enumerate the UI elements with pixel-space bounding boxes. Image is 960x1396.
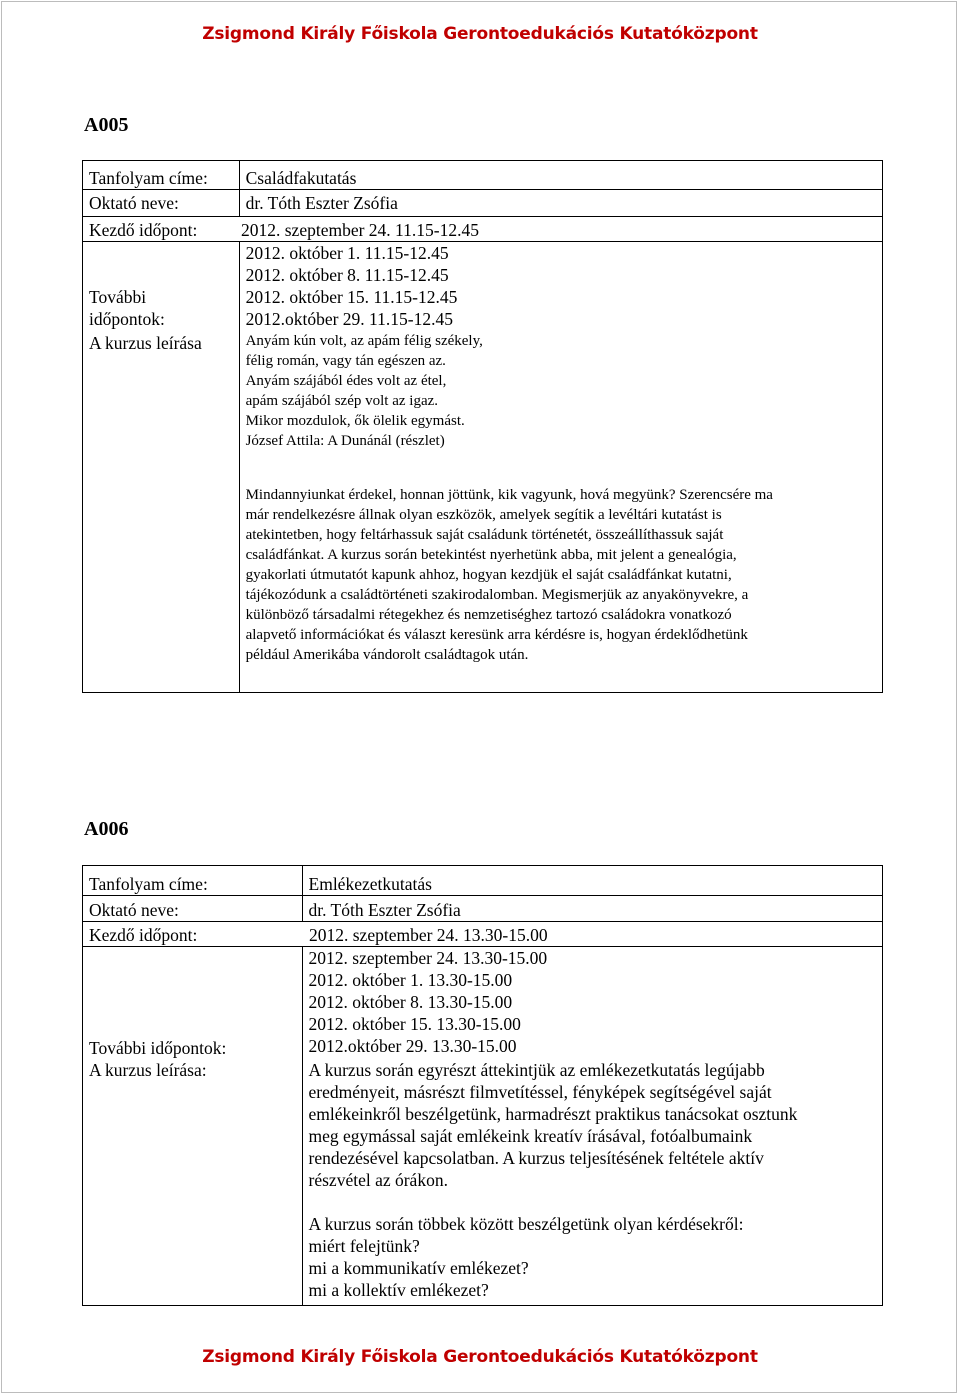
further-dates bbox=[302, 947, 882, 1059]
further-date: 2012. október 15. 11.15-12.45 bbox=[245, 287, 458, 307]
label-start: Kezdő időpont: bbox=[89, 925, 198, 945]
further-date: 2012.október 29. 11.15-12.45 bbox=[245, 309, 453, 329]
further-date: 2012. október 1. 11.15-12.45 bbox=[245, 243, 449, 263]
label-teacher: Oktató neve: bbox=[83, 190, 240, 217]
start-date: 2012. szeptember 24. 13.30-15.00 bbox=[309, 925, 548, 945]
course-description bbox=[302, 1059, 882, 1306]
start-row bbox=[83, 217, 883, 242]
label-title: Tanfolyam címe: bbox=[83, 866, 303, 896]
description-text: A kurzus során egyrészt áttekintjük az emlékezetkutatás legújabb eredményeit, másrészt filmvetítéssel, fényképek segítségével saját emlékeinkről beszélgetünk, harmadrészt praktikus tanácsokat osztunk meg egymással saját emlékeink kreatív írásával, fotóalbumaink rendezésével kapcsolatban. A kurzus teljesítésének feltétele aktív részvétel az órákon. bbox=[308, 1059, 798, 1190]
course-description bbox=[239, 330, 882, 692]
page-header: Zsigmond Király Főiskola Gerontoedukációs Kutatóközpont bbox=[202, 24, 758, 44]
further-date: 2012. október 1. 13.30-15.00 bbox=[308, 970, 513, 990]
course-code: A005 bbox=[84, 114, 129, 136]
label-desc: A kurzus leírása: bbox=[83, 1059, 303, 1306]
teacher-name: dr. Tóth Eszter Zsófia bbox=[239, 190, 882, 217]
label-further: További időpontok: bbox=[83, 242, 240, 331]
further-date: 2012. október 8. 13.30-15.00 bbox=[308, 992, 513, 1012]
course-table-a005 bbox=[82, 160, 883, 693]
questions: A kurzus során többek között beszélgetünk olyan kérdésekről: miért felejtünk? mi a kommunikatív emlékezet? mi a kollektív emlékezet? bbox=[308, 1213, 744, 1300]
label-title: Tanfolyam címe: bbox=[83, 161, 240, 190]
further-date: 2012. szeptember 24. 13.30-15.00 bbox=[308, 948, 548, 968]
start-row bbox=[83, 922, 883, 947]
label-desc: A kurzus leírása bbox=[83, 330, 240, 692]
label-start: Kezdő időpont: bbox=[89, 220, 198, 240]
further-date: 2012.október 29. 13.30-15.00 bbox=[308, 1036, 517, 1056]
description-text: Mindannyiunkat érdekel, honnan jöttünk, kik vagyunk, hová megyünk? Szerencsére ma már rendelkezésre állnak olyan eszközök, amelyek segítik a levéltári kutatást is atekintetben, hogy feltárhassuk saját családunk történetét, összeállíthassuk saját családfánkat. A kurzus során betekintést nyerhetünk abba, mit jelent a genealógia, gyakorlati útmutatót kapunk ahhoz, hogyan kezdjük el saját családfánkat kutatni, tájékozódunk a családtörténeti szakirodalomban. Megismerjük az anyakönyvekre, a különböző társadalmi rétegekhez és nemzetiséghez tartozó családokra vonatkozó alapvető információkat és választ keresünk arra kérdésre is, hogyan érdeklődhetünk például Amerikába vándorolt családtagok után. bbox=[245, 487, 773, 663]
course-code: A006 bbox=[84, 818, 129, 840]
course-table-a006 bbox=[82, 865, 883, 1306]
further-date: 2012. október 15. 13.30-15.00 bbox=[308, 1014, 521, 1034]
page-footer: Zsigmond Király Főiskola Gerontoedukációs Kutatóközpont bbox=[202, 1347, 758, 1367]
further-date: 2012. október 8. 11.15-12.45 bbox=[245, 265, 449, 285]
start-date: 2012. szeptember 24. 11.15-12.45 bbox=[241, 220, 479, 240]
teacher-name: dr. Tóth Eszter Zsófia bbox=[302, 896, 882, 922]
course-title: Emlékezetkutatás bbox=[302, 866, 882, 896]
label-teacher: Oktató neve: bbox=[83, 896, 303, 922]
label-further: További időpontok: bbox=[83, 947, 303, 1059]
poem: Anyám kún volt, az apám félig székely, félig román, vagy tán egészen az. Anyám szájából édes volt az étel, apám szájából szép volt az igaz. Mikor mozdulok, ők ölelik egymást. József Attila: A Dunánál (részlet) bbox=[245, 333, 483, 449]
further-dates bbox=[239, 242, 882, 331]
course-title: Családfakutatás bbox=[239, 161, 882, 190]
